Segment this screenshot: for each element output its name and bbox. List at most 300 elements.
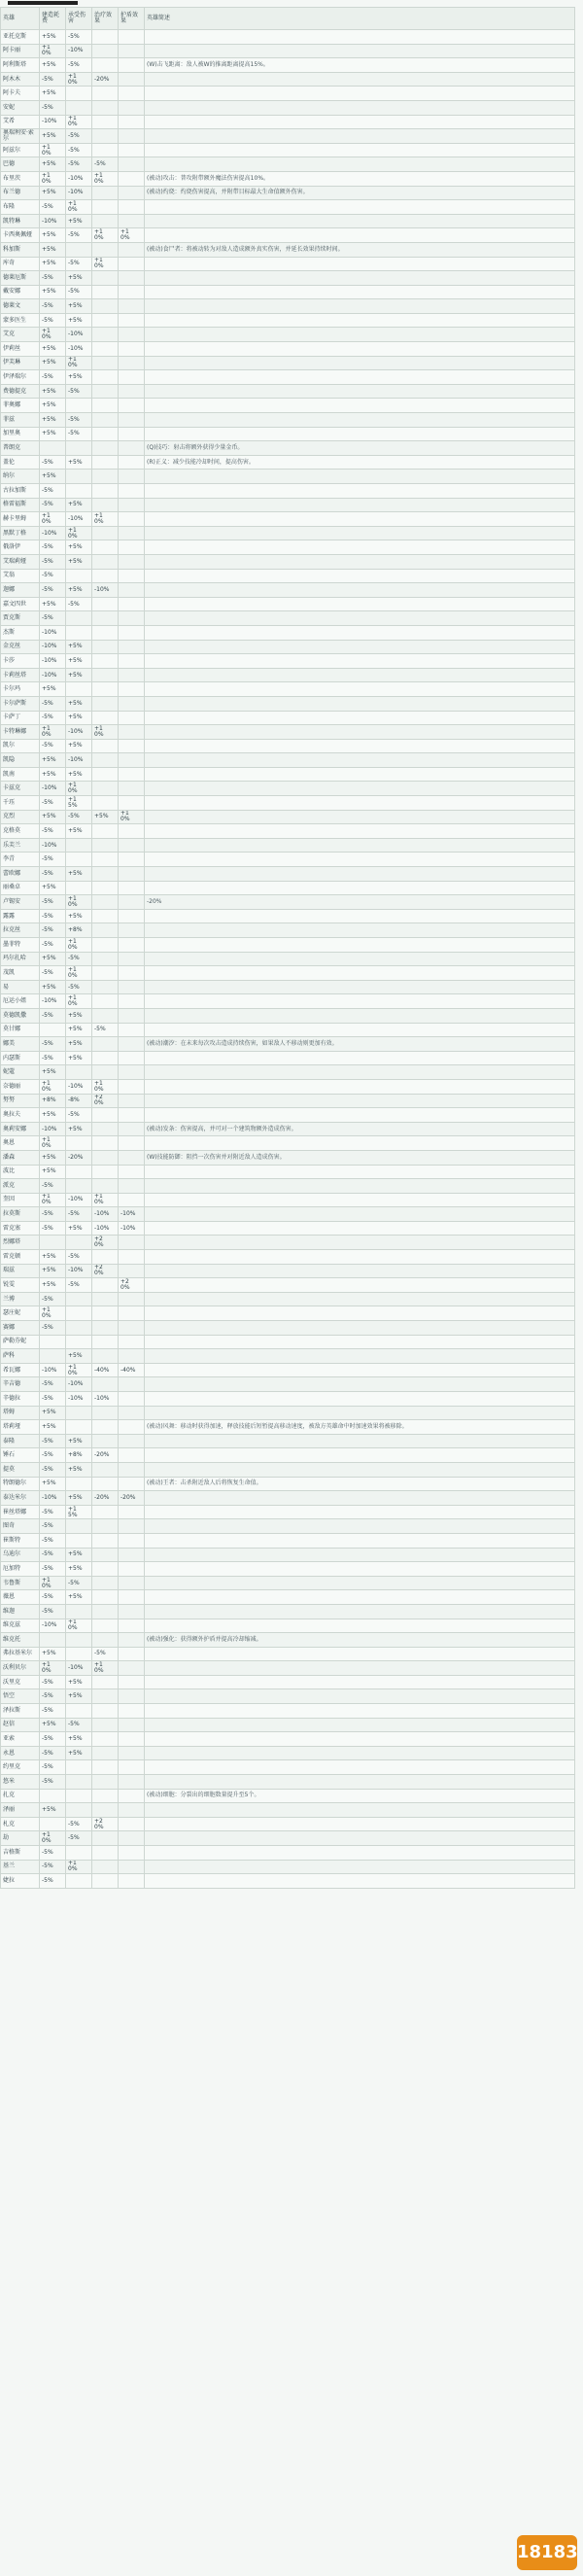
note-cell	[145, 994, 575, 1009]
value-cell	[92, 1689, 119, 1704]
table-row	[1, 938, 575, 953]
value-cell: -5%	[40, 739, 66, 753]
value-cell	[92, 30, 119, 45]
value-cell: -5%	[40, 1321, 66, 1336]
value-cell	[92, 441, 119, 456]
value-cell	[119, 342, 145, 357]
value-cell	[119, 1122, 145, 1136]
value-cell: -10%	[66, 44, 92, 58]
table-row	[1, 994, 575, 1009]
value-cell: -5%	[66, 384, 92, 399]
note-cell	[145, 725, 575, 740]
hero-name-cell: 古拉加斯	[1, 484, 40, 499]
value-cell: -5%	[40, 923, 66, 938]
value-cell	[92, 1179, 119, 1194]
value-cell	[119, 1136, 145, 1151]
hero-name-cell: 韦鲁斯	[1, 1576, 40, 1590]
hero-name-cell: 瑟庄妮	[1, 1306, 40, 1321]
hero-name-cell: 维迦	[1, 1604, 40, 1619]
value-cell	[66, 1321, 92, 1336]
value-cell	[119, 1860, 145, 1874]
hero-name-cell: 布兰德	[1, 186, 40, 200]
value-cell	[92, 1548, 119, 1562]
value-cell: +1 0%	[66, 1860, 92, 1874]
hero-name-cell: 杰斯	[1, 625, 40, 640]
value-cell: +5%	[40, 753, 66, 768]
value-cell: +5%	[40, 228, 66, 243]
note-cell	[145, 980, 575, 994]
value-cell: +1 5%	[66, 1505, 92, 1519]
note-cell	[145, 853, 575, 867]
value-cell: -5%	[40, 1221, 66, 1236]
value-cell: -5%	[40, 1562, 66, 1577]
hero-name-cell: 维克兹	[1, 1619, 40, 1633]
value-cell: +1 0%	[40, 1193, 66, 1207]
note-cell	[145, 1207, 575, 1222]
value-cell: -10%	[66, 1392, 92, 1407]
value-cell	[92, 952, 119, 966]
value-cell	[119, 938, 145, 953]
note-cell	[145, 909, 575, 923]
table-row	[1, 966, 575, 981]
hero-name-cell: 崔斯特	[1, 1533, 40, 1548]
table-row	[1, 1860, 575, 1874]
note-cell	[145, 498, 575, 512]
hero-name-cell: 希瓦娜	[1, 1363, 40, 1377]
value-cell: -5%	[40, 1860, 66, 1874]
value-cell	[119, 1505, 145, 1519]
value-cell	[92, 1477, 119, 1491]
note-cell	[145, 1321, 575, 1336]
value-cell: +1 0%	[92, 1193, 119, 1207]
value-cell: +5%	[40, 1647, 66, 1661]
table-row	[1, 569, 575, 583]
value-cell	[92, 115, 119, 129]
table-row	[1, 1548, 575, 1562]
value-cell: -5%	[40, 498, 66, 512]
table-row	[1, 611, 575, 626]
value-cell: +2 0%	[92, 1264, 119, 1278]
hero-name-cell: 克格莫	[1, 824, 40, 839]
value-cell	[92, 1122, 119, 1136]
note-cell	[145, 526, 575, 540]
value-cell	[119, 1065, 145, 1080]
value-cell	[92, 526, 119, 540]
header-cell: 承受伤害	[66, 8, 92, 30]
value-cell	[66, 1165, 92, 1179]
table-row	[1, 399, 575, 413]
hero-name-cell: 布里茨	[1, 171, 40, 186]
value-cell: +1 0%	[40, 512, 66, 527]
hero-name-cell: 加里奥	[1, 427, 40, 441]
value-cell: -5%	[66, 980, 92, 994]
value-cell: -5%	[40, 1008, 66, 1023]
value-cell: -20%	[66, 1150, 92, 1165]
value-cell: +8%	[66, 1448, 92, 1463]
value-cell: +5%	[66, 1008, 92, 1023]
table-row	[1, 1136, 575, 1151]
value-cell: -10%	[66, 512, 92, 527]
value-cell: -5%	[40, 1179, 66, 1194]
note-cell	[145, 1292, 575, 1306]
table-row	[1, 228, 575, 243]
value-cell: -10%	[40, 1122, 66, 1136]
hero-name-cell: 格雷福斯	[1, 498, 40, 512]
hero-name-cell: 俄洛伊	[1, 540, 40, 555]
hero-name-cell: 悠米	[1, 1775, 40, 1790]
table-row	[1, 1576, 575, 1590]
header-cell: 建造耗费	[40, 8, 66, 30]
note-cell	[145, 470, 575, 484]
hero-name-cell: 露露	[1, 909, 40, 923]
note-cell	[145, 342, 575, 357]
note-cell	[145, 1647, 575, 1661]
value-cell	[119, 696, 145, 711]
value-cell	[119, 1689, 145, 1704]
value-cell: +5%	[40, 413, 66, 428]
value-cell: +1 0%	[40, 328, 66, 342]
value-cell: +5%	[40, 881, 66, 895]
note-cell	[145, 1023, 575, 1037]
table-row	[1, 1803, 575, 1818]
note-cell	[145, 100, 575, 115]
note-cell	[145, 1392, 575, 1407]
note-cell	[145, 1349, 575, 1364]
value-cell	[92, 540, 119, 555]
value-cell	[92, 356, 119, 370]
value-cell: -5%	[66, 58, 92, 73]
note-cell: (W)技能防御：阻挡一次伤害并对附近敌人造成伤害。	[145, 1150, 575, 1165]
hero-name-cell: 悟空	[1, 1689, 40, 1704]
value-cell	[119, 427, 145, 441]
note-cell	[145, 87, 575, 101]
note-cell	[145, 1406, 575, 1420]
hero-name-cell: 雷克顿	[1, 1250, 40, 1265]
note-cell	[145, 682, 575, 697]
value-cell: +1 0%	[92, 512, 119, 527]
value-cell: -10%	[40, 1619, 66, 1633]
value-cell: -8%	[66, 1094, 92, 1108]
hero-name-cell: 扎克	[1, 1789, 40, 1803]
hero-name-cell: 李青	[1, 853, 40, 867]
value-cell: -10%	[40, 782, 66, 796]
note-cell	[145, 583, 575, 598]
value-cell: -5%	[40, 100, 66, 115]
table-row	[1, 895, 575, 910]
hero-name-cell: 卡尔萨斯	[1, 696, 40, 711]
hero-name-cell: 伊泽瑞尔	[1, 370, 40, 385]
value-cell: +5%	[66, 867, 92, 882]
hero-name-cell: 卡莎	[1, 654, 40, 669]
hero-name-cell: 莫德凯撒	[1, 1008, 40, 1023]
value-cell: +5%	[66, 1051, 92, 1065]
value-cell: -5%	[92, 1023, 119, 1037]
hero-name-cell: 伊莉丝	[1, 342, 40, 357]
note-cell	[145, 1306, 575, 1321]
value-cell: -5%	[66, 1278, 92, 1293]
value-cell	[92, 1675, 119, 1689]
hero-name-cell: 艾希	[1, 115, 40, 129]
value-cell: +5%	[40, 1406, 66, 1420]
hero-name-cell: 戴安娜	[1, 285, 40, 299]
value-cell	[92, 1590, 119, 1605]
value-cell	[119, 285, 145, 299]
value-cell	[119, 725, 145, 740]
table-row	[1, 115, 575, 129]
hero-name-cell: 易	[1, 980, 40, 994]
value-cell	[119, 1732, 145, 1747]
hero-name-cell: 黑默丁格	[1, 526, 40, 540]
hero-name-cell: 图奇	[1, 1519, 40, 1534]
value-cell	[119, 1250, 145, 1265]
value-cell	[92, 1349, 119, 1364]
note-cell	[145, 1065, 575, 1080]
note-cell	[145, 625, 575, 640]
table-row	[1, 668, 575, 682]
value-cell: -5%	[40, 1448, 66, 1463]
value-cell: -10%	[66, 753, 92, 768]
value-cell: -5%	[40, 569, 66, 583]
value-cell: -5%	[66, 1207, 92, 1222]
hero-name-cell: 奎因	[1, 1193, 40, 1207]
note-cell	[145, 257, 575, 271]
value-cell	[119, 625, 145, 640]
value-cell	[66, 1760, 92, 1775]
note-cell	[145, 796, 575, 811]
value-cell	[66, 1533, 92, 1548]
table-row	[1, 1065, 575, 1080]
note-cell	[145, 1008, 575, 1023]
value-cell	[92, 1533, 119, 1548]
value-cell: +5%	[40, 1477, 66, 1491]
value-cell: +1 0%	[66, 200, 92, 215]
note-cell	[145, 640, 575, 654]
value-cell: +5%	[66, 1221, 92, 1236]
value-cell	[92, 1519, 119, 1534]
table-row	[1, 526, 575, 540]
hero-name-cell: 艾瑞莉娅	[1, 554, 40, 569]
value-cell	[92, 1150, 119, 1165]
note-cell: (被动)灼烧：灼烧伤害提高，并附带目标最大生命值额外伤害。	[145, 186, 575, 200]
value-cell: +5%	[66, 583, 92, 598]
value-cell	[92, 938, 119, 953]
note-cell	[145, 1689, 575, 1704]
note-cell	[145, 1590, 575, 1605]
note-cell	[145, 1760, 575, 1775]
hero-name-cell: 烈娜塔	[1, 1236, 40, 1250]
note-cell	[145, 484, 575, 499]
value-cell	[119, 1321, 145, 1336]
value-cell	[66, 881, 92, 895]
value-cell: +5%	[66, 1548, 92, 1562]
value-cell	[119, 1236, 145, 1250]
value-cell: +5%	[40, 980, 66, 994]
value-cell: -5%	[66, 597, 92, 611]
value-cell: +1 0%	[92, 171, 119, 186]
hero-name-cell: 德莱文	[1, 299, 40, 314]
hero-name-cell: 伊芙琳	[1, 356, 40, 370]
value-cell	[119, 1576, 145, 1590]
value-cell	[66, 569, 92, 583]
value-cell: +5%	[40, 399, 66, 413]
note-cell	[145, 1604, 575, 1619]
value-cell	[119, 157, 145, 172]
value-cell	[92, 1576, 119, 1590]
value-cell	[119, 1165, 145, 1179]
value-cell	[119, 470, 145, 484]
value-cell	[119, 1150, 145, 1165]
value-cell	[92, 1746, 119, 1760]
value-cell: +1 0%	[40, 44, 66, 58]
value-cell: +5%	[40, 1278, 66, 1293]
note-cell	[145, 654, 575, 669]
table-row	[1, 100, 575, 115]
value-cell	[92, 654, 119, 669]
value-cell: +5%	[40, 30, 66, 45]
hero-name-cell: 德莱厄斯	[1, 271, 40, 286]
value-cell: +1 0%	[66, 356, 92, 370]
value-cell: +5%	[40, 1420, 66, 1435]
value-cell	[119, 1023, 145, 1037]
hero-name-cell: 奥恩	[1, 1136, 40, 1151]
value-cell	[92, 966, 119, 981]
value-cell: -5%	[40, 1462, 66, 1477]
value-cell	[92, 1008, 119, 1023]
value-cell	[40, 1023, 66, 1037]
value-cell	[40, 1236, 66, 1250]
table-row	[1, 1363, 575, 1377]
value-cell	[119, 299, 145, 314]
hero-name-cell: 泰隆	[1, 1434, 40, 1448]
table-row	[1, 1661, 575, 1676]
table-row	[1, 1321, 575, 1336]
table-row	[1, 1207, 575, 1222]
note-cell: (被动)风舞：移动时获得加速，释放技能后短暂提高移动速度，被敌方英雄命中时加速效果将被移除。	[145, 1420, 575, 1435]
hero-name-cell: 乐芙兰	[1, 838, 40, 853]
note-cell	[145, 1108, 575, 1123]
value-cell: -10%	[66, 342, 92, 357]
note-cell	[145, 1562, 575, 1577]
value-cell	[66, 853, 92, 867]
table-row	[1, 1008, 575, 1023]
value-cell	[119, 824, 145, 839]
table-row	[1, 1732, 575, 1747]
note-cell	[145, 1079, 575, 1094]
table-row	[1, 1604, 575, 1619]
value-cell	[92, 782, 119, 796]
note-cell	[145, 1165, 575, 1179]
table-row	[1, 1392, 575, 1407]
note-cell	[145, 1136, 575, 1151]
value-cell	[92, 1732, 119, 1747]
hero-name-cell: 迦娜	[1, 583, 40, 598]
note-cell	[145, 1221, 575, 1236]
value-cell: -5%	[40, 711, 66, 725]
value-cell	[119, 455, 145, 470]
table-row	[1, 1236, 575, 1250]
note-cell	[145, 30, 575, 45]
value-cell: +5%	[40, 186, 66, 200]
table-row	[1, 1718, 575, 1732]
table-row	[1, 1817, 575, 1831]
value-cell	[119, 526, 145, 540]
hero-name-cell: 赫卡里姆	[1, 512, 40, 527]
value-cell	[92, 370, 119, 385]
value-cell: +5%	[66, 1675, 92, 1689]
value-cell	[92, 413, 119, 428]
table-row	[1, 853, 575, 867]
note-cell	[145, 129, 575, 144]
value-cell: -5%	[92, 157, 119, 172]
hero-name-cell: 卡尔玛	[1, 682, 40, 697]
table-row	[1, 441, 575, 456]
table-row	[1, 1689, 575, 1704]
hero-name-cell: 拉莫斯	[1, 1207, 40, 1222]
value-cell	[119, 895, 145, 910]
value-cell: +5%	[66, 498, 92, 512]
hero-name-cell: 婕拉	[1, 1874, 40, 1889]
value-cell	[119, 1079, 145, 1094]
note-cell: (Q)技巧：射击将额外获得少量金币。	[145, 441, 575, 456]
value-cell	[92, 427, 119, 441]
value-cell	[92, 923, 119, 938]
note-cell	[145, 1874, 575, 1889]
value-cell	[119, 1846, 145, 1861]
value-cell	[119, 767, 145, 782]
title-strip	[8, 1, 78, 5]
value-cell: +5%	[66, 271, 92, 286]
value-cell	[92, 1760, 119, 1775]
note-cell	[145, 1860, 575, 1874]
value-cell	[92, 1377, 119, 1392]
value-cell: -5%	[92, 1647, 119, 1661]
value-cell	[119, 87, 145, 101]
note-cell	[145, 228, 575, 243]
hero-name-cell: 波比	[1, 1165, 40, 1179]
value-cell	[119, 370, 145, 385]
value-cell	[92, 980, 119, 994]
hero-name-cell: 厄加特	[1, 1562, 40, 1577]
value-cell	[119, 1306, 145, 1321]
value-cell	[92, 242, 119, 257]
table-header	[1, 8, 575, 30]
table-row	[1, 824, 575, 839]
value-cell	[119, 271, 145, 286]
hero-name-cell: 纳尔	[1, 470, 40, 484]
table-row	[1, 1434, 575, 1448]
value-cell: +5%	[66, 540, 92, 555]
value-cell	[119, 186, 145, 200]
note-cell	[145, 271, 575, 286]
value-cell: +5%	[66, 1462, 92, 1477]
value-cell	[66, 682, 92, 697]
table-row	[1, 1349, 575, 1364]
note-cell	[145, 72, 575, 87]
value-cell: +5%	[66, 654, 92, 669]
value-cell	[119, 923, 145, 938]
table-row	[1, 242, 575, 257]
value-cell: -10%	[40, 668, 66, 682]
value-cell: -5%	[40, 540, 66, 555]
value-cell: +5%	[66, 1590, 92, 1605]
table-row	[1, 597, 575, 611]
table-row	[1, 1165, 575, 1179]
value-cell: -10%	[40, 838, 66, 853]
note-cell	[145, 569, 575, 583]
value-cell	[66, 87, 92, 101]
value-cell	[66, 1420, 92, 1435]
note-cell	[145, 1335, 575, 1349]
